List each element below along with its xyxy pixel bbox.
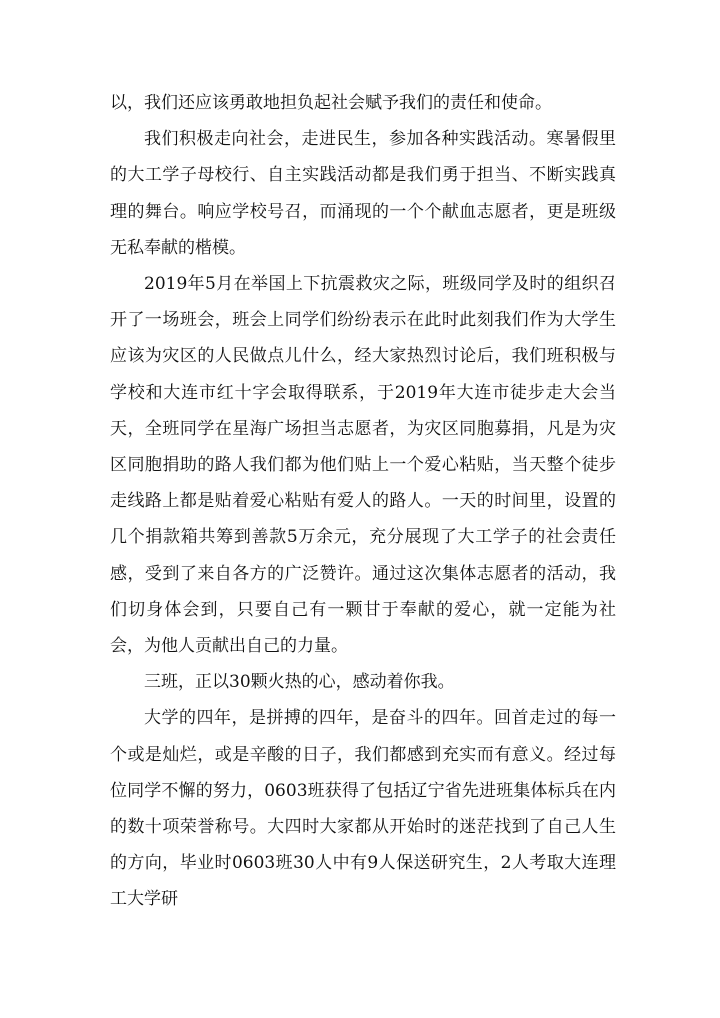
paragraph-3: 2019年5月在举国上下抗震救灾之际，班级同学及时的组织召开了一场班会，班会上同学们纷纷表示在此时此刻我们作为大学生应该为灾区的人民做点儿什么，经大家热烈讨论后，我们班积极与学校和大连市红十字会取得联系，于2019年大连市徒步走大会当天，全班同学在星海广场担当志愿者，为灾区同胞募捐，凡是为灾区同胞捐助的路人我们都为他们贴上一个爱心粘贴，当天整个徒步走线路上都是贴着爱心粘贴有爱人的路人。一天的时间里，设置的几个捐款箱共筹到善款5万余元，充分展现了大工学子的社会责任感，受到了来自各方的广泛赞许。通过这次集体志愿者的活动，我们切身体会到，只要自己有一颗甘于奉献的爱心，就一定能为社会，为他人贡献出自己的力量。 [110, 274, 616, 657]
paragraph-4: 三班，正以30颗火热的心，感动着你我。 [144, 672, 455, 693]
paragraph-1: 以，我们还应该勇敢地担负起社会赋予我们的责任和使命。 [110, 93, 552, 113]
paragraph-2: 我们积极走向社会，走进民生，参加各种实践活动。寒暑假里的大工学子母校行、自主实践活动都是我们勇于担当、不断实践真理的舞台。响应学校号召，而涌现的一个个献血志愿者，更是班级无私奉献的楷模。 [110, 129, 616, 258]
document-body [110, 85, 616, 918]
paragraph-5: 大学的四年，是拼搏的四年，是奋斗的四年。回首走过的每一个或是灿烂，或是辛酸的日子，我们都感到充实而有意义。经过每位同学不懈的努力，0603班获得了包括辽宁省先进班集体标兵在内的数十项荣誉称号。大四时大家都从开始时的迷茫找到了自己人生的方向，毕业时0603班30人中有9人保送研究生，2人考取大连理工大学研 [110, 708, 616, 910]
